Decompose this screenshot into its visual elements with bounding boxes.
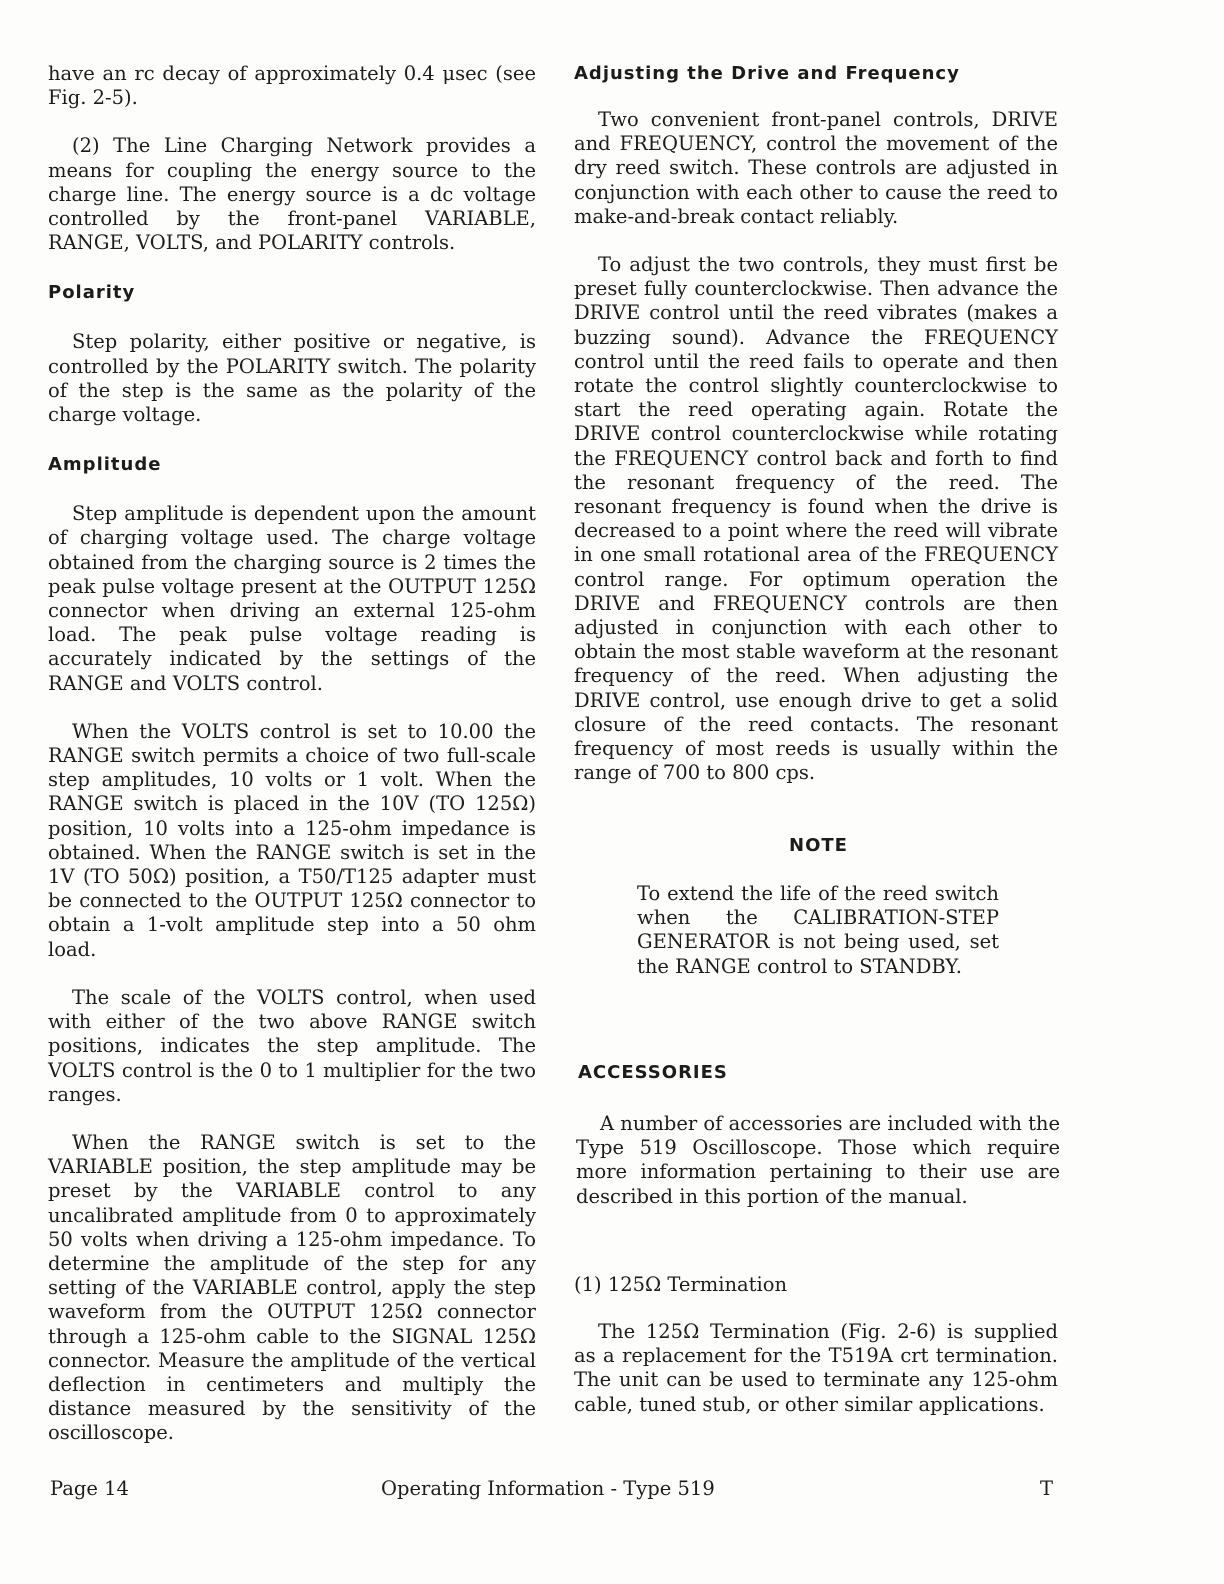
paragraph-accessories: A number of accessories are included with the Type 519 Oscilloscope. Those which require more information pertaining to their use are described in this portion of the manual.	[576, 1112, 1061, 1208]
heading-drive-frequency: Adjusting the Drive and Frequency	[574, 63, 960, 84]
footer-mark: T	[1040, 1477, 1054, 1500]
paragraph-drive-controls: Two convenient front-panel controls, DRIVE and FREQUENCY, control the movement of the dry reed switch. These controls are adjusted in conjunction with each other to cause the reed to make-and-break contact reliably.	[574, 108, 1058, 228]
paragraph-volts-range: When the VOLTS control is set to 10.00 the RANGE switch permits a choice of two full-scale step amplitudes, 10 volts or 1 volt. When the RANGE switch is placed in the 10V (TO 125Ω) position, 10 volts into a 125-ohm impedance is obtained. When the RANGE switch is set in the 1V (TO 50Ω) position, a T50/T125 adapter must be connected to the OUTPUT 125Ω connector to obtain a 1-volt amplitude step into a 50 ohm load.	[48, 719, 536, 961]
paragraph-variable: When the RANGE switch is set to the VARIABLE position, the step amplitude may be preset by the VARIABLE control to any uncalibrated amplitude from 0 to approximately 50 volts when driving a 125-ohm impedance. To determine the amplitude of the step for any setting of the VARIABLE control, apply the step waveform from the OUTPUT 125Ω connector through a 125-ohm cable to the SIGNAL 125Ω connector. Measure the amplitude of the vertical deflection in centimeters and multiply the distance measured by the sensitivity of the oscilloscope.	[48, 1130, 536, 1445]
note-title: NOTE	[789, 835, 848, 856]
paragraph-termination: The 125Ω Termination (Fig. 2-6) is supplied as a replacement for the T519A crt termination. The unit can be used to terminate any 125-ohm cable, tuned stub, or other similar applications.	[574, 1320, 1058, 1416]
paragraph-polarity: Step polarity, either positive or negative, is controlled by the POLARITY switch. The polarity of the step is the same as the polarity of the charge voltage.	[48, 330, 536, 427]
left-column	[48, 62, 536, 1446]
paragraph-volts-scale: The scale of the VOLTS control, when used with either of the two above RANGE switch positions, indicates the step amplitude. The VOLTS control is the 0 to 1 multiplier for the two ranges.	[48, 985, 536, 1106]
paragraph-line-charging: (2) The Line Charging Network provides a means for coupling the energy source to the charge line. The energy source is a dc voltage controlled by the front-panel VARIABLE, RANGE, VOLTS, and POLARITY controls.	[48, 134, 536, 255]
right-column	[574, 62, 1058, 785]
heading-accessories: ACCESSORIES	[578, 1062, 728, 1083]
paragraph-rc-decay: have an rc decay of approximately 0.4 μsec (see Fig. 2-5).	[48, 62, 536, 110]
subheading-termination: (1) 125Ω Termination	[574, 1273, 788, 1296]
paragraph-amplitude: Step amplitude is dependent upon the amount of charging voltage used. The charge voltage obtained from the charging source is 2 times the peak pulse voltage present at the OUTPUT 125Ω connector when driving an external 125-ohm load. The peak pulse voltage reading is accurately indicated by the settings of the RANGE and VOLTS control.	[48, 502, 536, 695]
paragraph-adjust-procedure: To adjust the two controls, they must first be preset fully counterclockwise. Then advance the DRIVE control until the reed vibrates (makes a buzzing sound). Advance the FREQUENCY control until the reed fails to operate and then rotate the control slightly counterclockwise to start the reed operating again. Rotate the DRIVE control counterclockwise while rotating the FREQUENCY control back and forth to find the resonant frequency of the reed. The resonant frequency is found when the drive is decreased to a point where the reed will vibrate in one small rotational area of the FREQUENCY control range. For optimum operation the DRIVE and FREQUENCY controls are then adjusted in conjunction with each other to obtain the most stable waveform at the resonant frequency of the reed. When adjusting the DRIVE control, use enough drive to get a solid closure of the reed contacts. The resonant frequency of most reeds is usually within the range of 700 to 800 cps.	[574, 253, 1058, 785]
footer-title: Operating Information - Type 519	[381, 1477, 715, 1500]
heading-polarity: Polarity	[48, 282, 136, 304]
heading-amplitude: Amplitude	[48, 454, 162, 476]
footer-page-number: Page 14	[50, 1477, 129, 1500]
note-body: To extend the life of the reed switch when the CALIBRATION-STEP GENERATOR is not being used, set the RANGE control to STANDBY.	[637, 882, 999, 978]
